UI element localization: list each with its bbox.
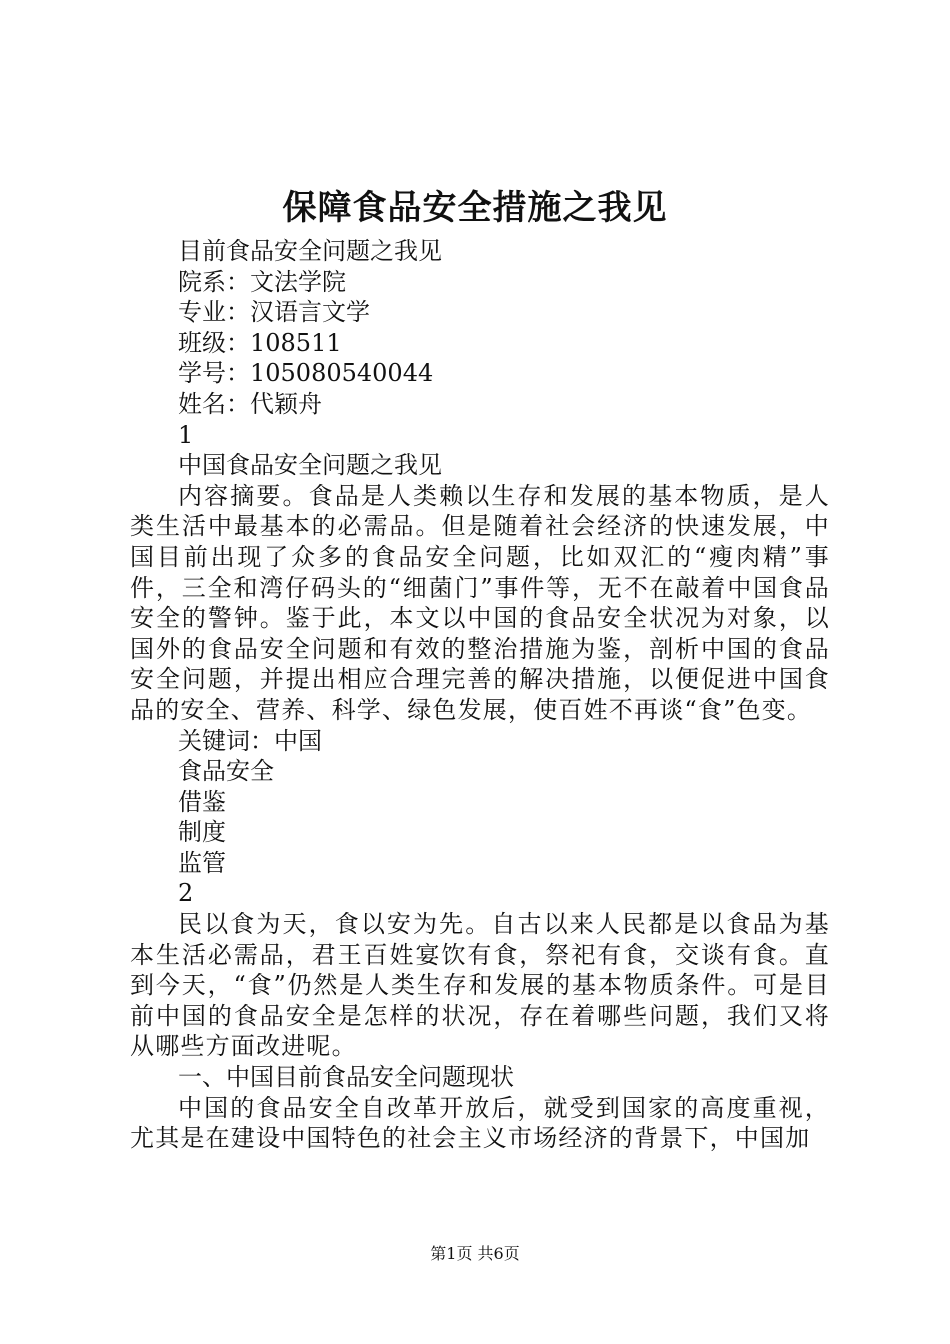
keyword-line: 食品安全	[178, 757, 274, 786]
section-paragraph: 中国的食品安全自改革开放后，就受到国家的高度重视，尤其是在建设中国特色的社会主义市场经济的背景下，中国加	[130, 1093, 830, 1153]
keyword-line: 监管	[178, 848, 226, 877]
intro-paragraph: 民以食为天，食以安为先。自古以来人民都是以食品为基本生活必需品，君王百姓宴饮有食，祭祀有食，交谈有食。直到今天，“食”仍然是人类生存和发展的基本物质条件。可是目前中国的食品安全是怎样的状况，存在着哪些问题，我们又将从哪些方面改进呢。	[130, 910, 830, 1061]
header-line-department: 院系：文法学院	[178, 267, 346, 296]
header-line-name: 姓名：代颖舟	[178, 389, 322, 418]
keyword-line: 制度	[178, 818, 226, 847]
header-line-paper-title: 中国食品安全问题之我见	[178, 451, 442, 480]
abstract-paragraph: 内容摘要。食品是人类赖以生存和发展的基本物质，是人类生活中最基本的必需品。但是随着社会经济的快速发展，中国目前出现了众多的食品安全问题，比如双汇的“瘦肉精”事件，三全和湾仔码头的“细菌门”事件等，无不在敲着中国食品安全的警钟。鉴于此，本文以中国的食品安全状况为对象，以国外的食品安全问题和有效的整治措施为鉴，剖析中国的食品安全问题，并提出相应合理完善的解决措施，以便促进中国食品的安全、营养、科学、绿色发展，使百姓不再谈“食”色变。	[130, 481, 830, 724]
keyword-line-number: 2	[178, 879, 194, 908]
page-footer: 第1页 共6页	[430, 1244, 520, 1263]
document-title: 保障食品安全措施之我见	[282, 188, 668, 228]
keyword-line: 借鉴	[178, 787, 226, 816]
keyword-line: 关键词：中国	[178, 726, 322, 755]
header-line-major: 专业：汉语言文学	[178, 298, 370, 327]
header-line-class: 班级：108511	[178, 328, 342, 357]
document-body	[130, 236, 830, 1154]
header-line-subtitle: 目前食品安全问题之我见	[178, 237, 442, 265]
header-line-student-id: 学号：105080540044	[178, 359, 434, 388]
header-line-number: 1	[178, 420, 194, 449]
section-heading: 一、中国目前食品安全问题现状	[178, 1063, 514, 1092]
